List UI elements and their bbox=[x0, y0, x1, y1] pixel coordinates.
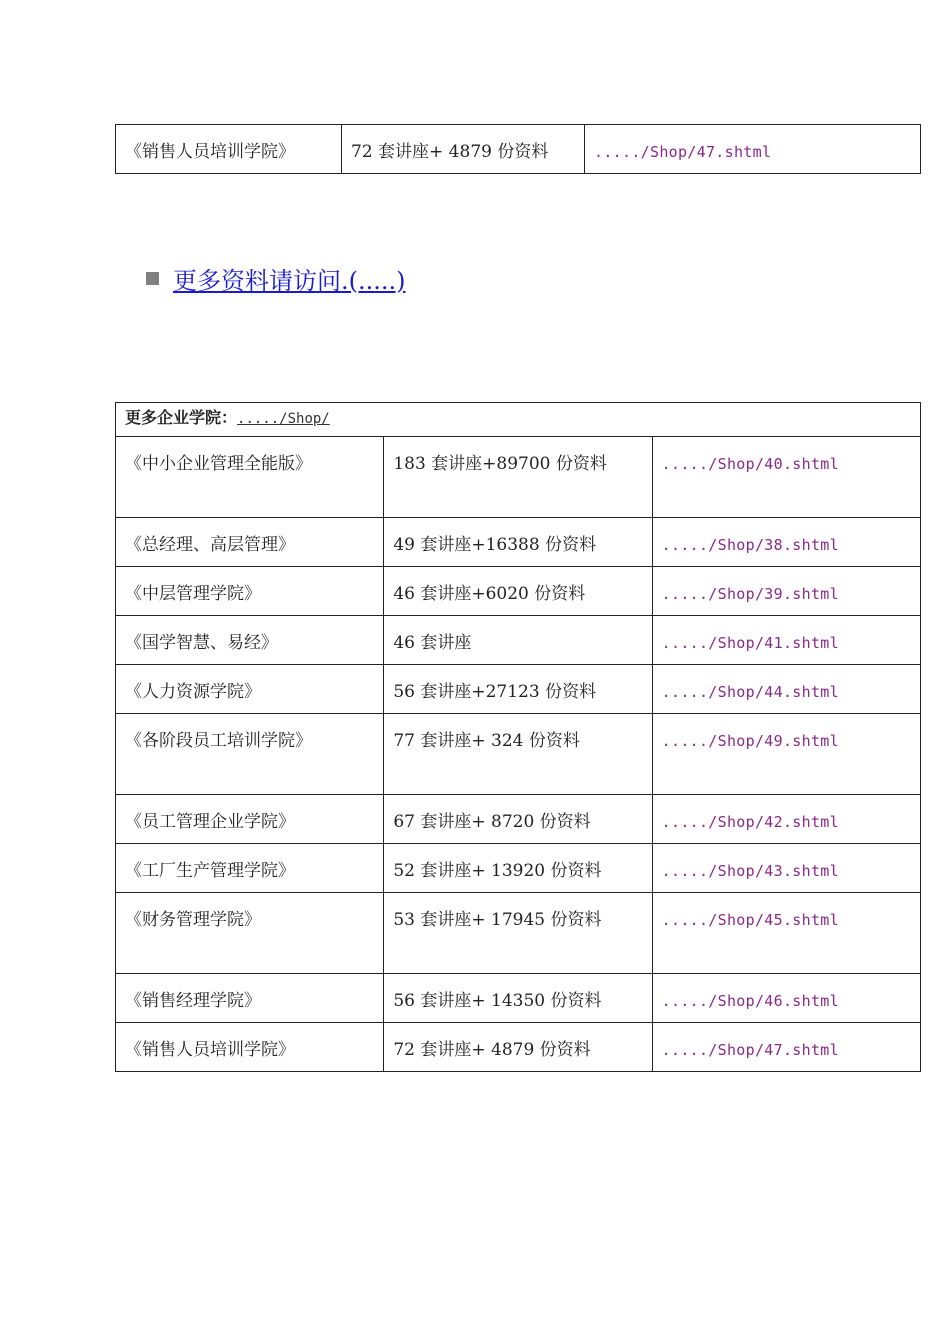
course-link-cell bbox=[652, 437, 920, 518]
top-course-table bbox=[115, 124, 921, 174]
course-link[interactable]: ...../Shop/39.shtml bbox=[661, 585, 839, 603]
course-link[interactable]: ...../Shop/43.shtml bbox=[661, 862, 839, 880]
course-title: 《销售人员培训学院》 bbox=[116, 125, 342, 174]
course-description: 77 套讲座+ 324 份资料 bbox=[384, 714, 652, 795]
course-description: 49 套讲座+16388 份资料 bbox=[384, 518, 652, 567]
table-row bbox=[116, 1023, 921, 1072]
course-title: 《国学智慧、易经》 bbox=[116, 616, 384, 665]
course-description: 46 套讲座+6020 份资料 bbox=[384, 567, 652, 616]
course-description: 72 套讲座+ 4879 份资料 bbox=[384, 1023, 652, 1072]
course-description: 183 套讲座+89700 份资料 bbox=[384, 437, 652, 518]
course-description: 53 套讲座+ 17945 份资料 bbox=[384, 893, 652, 974]
square-bullet-icon bbox=[146, 272, 159, 285]
course-link-cell bbox=[652, 1023, 920, 1072]
course-title: 《总经理、高层管理》 bbox=[116, 518, 384, 567]
course-link-cell bbox=[585, 125, 921, 174]
more-resources-link[interactable]: 更多资料请访问.(.....) bbox=[173, 266, 406, 295]
course-link-cell bbox=[652, 795, 920, 844]
table-row bbox=[116, 974, 921, 1023]
course-link[interactable]: ...../Shop/47.shtml bbox=[594, 143, 772, 161]
table-header-row bbox=[116, 403, 921, 437]
table-row bbox=[116, 616, 921, 665]
course-title: 《销售人员培训学院》 bbox=[116, 1023, 384, 1072]
course-link[interactable]: ...../Shop/41.shtml bbox=[661, 634, 839, 652]
course-description: 67 套讲座+ 8720 份资料 bbox=[384, 795, 652, 844]
course-link[interactable]: ...../Shop/46.shtml bbox=[661, 992, 839, 1010]
course-link[interactable]: ...../Shop/47.shtml bbox=[661, 1041, 839, 1059]
course-title: 《员工管理企业学院》 bbox=[116, 795, 384, 844]
course-link[interactable]: ...../Shop/42.shtml bbox=[661, 813, 839, 831]
course-link-cell bbox=[652, 567, 920, 616]
course-title: 《各阶段员工培训学院》 bbox=[116, 714, 384, 795]
table-row bbox=[116, 893, 921, 974]
course-title: 《工厂生产管理学院》 bbox=[116, 844, 384, 893]
course-link-cell bbox=[652, 616, 920, 665]
course-description: 56 套讲座+ 14350 份资料 bbox=[384, 974, 652, 1023]
table-row bbox=[116, 665, 921, 714]
table-row bbox=[116, 125, 921, 174]
course-link-cell bbox=[652, 665, 920, 714]
course-link-cell bbox=[652, 518, 920, 567]
table-row bbox=[116, 437, 921, 518]
course-link-cell bbox=[652, 714, 920, 795]
table-row bbox=[116, 714, 921, 795]
course-description: 56 套讲座+27123 份资料 bbox=[384, 665, 652, 714]
table-row bbox=[116, 795, 921, 844]
table-header-label: 更多企业学院： bbox=[125, 408, 238, 427]
course-title: 《中层管理学院》 bbox=[116, 567, 384, 616]
table-row bbox=[116, 844, 921, 893]
course-title: 《销售经理学院》 bbox=[116, 974, 384, 1023]
table-row bbox=[116, 567, 921, 616]
course-link[interactable]: ...../Shop/38.shtml bbox=[661, 536, 839, 554]
course-title: 《人力资源学院》 bbox=[116, 665, 384, 714]
course-link[interactable]: ...../Shop/45.shtml bbox=[661, 911, 839, 929]
course-title: 《财务管理学院》 bbox=[116, 893, 384, 974]
more-resources bbox=[146, 262, 406, 294]
course-title: 《中小企业管理全能版》 bbox=[116, 437, 384, 518]
course-link-cell bbox=[652, 893, 920, 974]
course-link[interactable]: ...../Shop/49.shtml bbox=[661, 732, 839, 750]
course-link[interactable]: ...../Shop/44.shtml bbox=[661, 683, 839, 701]
course-link-cell bbox=[652, 974, 920, 1023]
table-header-cell bbox=[116, 403, 921, 437]
course-description: 72 套讲座+ 4879 份资料 bbox=[342, 125, 585, 174]
course-description: 46 套讲座 bbox=[384, 616, 652, 665]
course-link-cell bbox=[652, 844, 920, 893]
course-description: 52 套讲座+ 13920 份资料 bbox=[384, 844, 652, 893]
shop-link[interactable]: ...../Shop/ bbox=[237, 411, 330, 427]
academy-table bbox=[115, 402, 921, 1072]
table-row bbox=[116, 518, 921, 567]
course-link[interactable]: ...../Shop/40.shtml bbox=[661, 455, 839, 473]
